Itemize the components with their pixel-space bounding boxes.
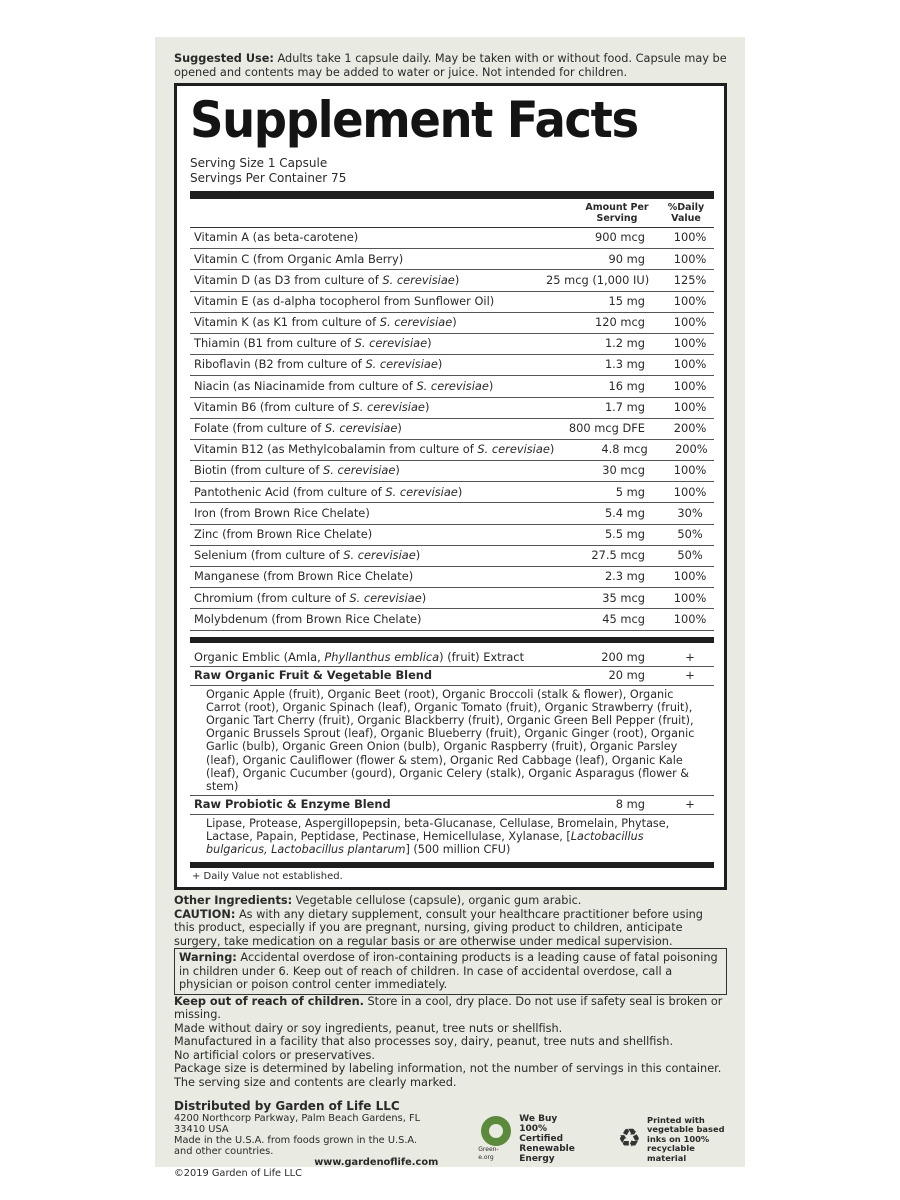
nutrient-dv: 100% (673, 315, 707, 330)
divider-thick (190, 191, 714, 199)
nutrient-dv: 100% (673, 378, 707, 393)
nutrient-amount: 5.4 mg (604, 505, 645, 520)
fruit-blend-amount: 20 mg (608, 668, 645, 683)
nutrient-name: Pantothenic Acid (from culture of S. cerevisiae) (194, 484, 463, 499)
nutrient-amount: 45 mcg (602, 611, 645, 626)
nutrient-name: Vitamin K (as K1 from culture of S. cerevisiae) (194, 315, 457, 330)
distributor-head: Distributed by Garden of Life LLC (174, 1099, 400, 1114)
package-note: Package size is determined by labeling information, not the number of servings in this container. The serving size and contents are clearly marked. (174, 1062, 722, 1089)
nutrient-name: Vitamin B6 (from culture of S. cerevisiae) (194, 399, 430, 414)
nutrient-name: Vitamin D (as D3 from culture of S. cerevisiae) (194, 272, 460, 287)
col-amount-header: Amount Per Serving (585, 202, 649, 224)
nutrient-dv: 200% (675, 442, 708, 457)
nutrient-amount: 25 mcg (1,000 IU) (546, 272, 650, 287)
green-e-org: Green-e.org (478, 1146, 499, 1162)
nutrient-row (190, 249, 714, 270)
nutrient-name: Molybdenum (from Brown Rice Chelate) (194, 611, 422, 626)
nutrient-name: Vitamin A (as beta-carotene) (194, 230, 359, 245)
nutrient-row (190, 609, 714, 630)
emblic-dv: + (685, 649, 695, 664)
nutrient-amount: 1.7 mg (604, 399, 645, 414)
nutrient-amount: 5 mg (615, 484, 645, 499)
probiotic-blend-name: Raw Probiotic & Enzyme Blend (194, 797, 391, 812)
nutrient-dv: 50% (677, 548, 703, 563)
nutrient-name: Iron (from Brown Rice Chelate) (194, 505, 370, 520)
nutrient-row (190, 292, 714, 313)
supplement-label-panel (155, 37, 745, 1180)
nutrient-dv: 100% (673, 590, 707, 605)
suggested-use-text: Adults take 1 capsule daily. May be taken with or without food. Capsule may be opened and contents may be added to water or juice. Not intended for children. (174, 52, 727, 79)
nutrient-row (190, 525, 714, 546)
nutrient-row (190, 228, 714, 249)
nutrient-table (190, 228, 714, 631)
nutrient-row (190, 567, 714, 588)
allergen-line-1: Made without dairy or soy ingredients, peanut, tree nuts or shellfish. (174, 1021, 563, 1035)
nutrient-name: Thiamin (B1 from culture of S. cerevisiae) (194, 336, 432, 351)
suggested-use (174, 52, 727, 79)
nutrient-dv: 100% (673, 230, 707, 245)
nutrient-row (190, 588, 714, 609)
serving-size: Serving Size 1 Capsule (190, 156, 328, 170)
divider-bottom (190, 862, 714, 868)
nutrient-amount: 800 mcg DFE (568, 421, 645, 436)
nutrient-amount: 1.3 mg (604, 357, 645, 372)
caution: CAUTION: As with any dietary supplement, consult your healthcare practitioner before using this product, especially if you are pregnant, nursing, giving product to children, anticipate surgery, take medication on a regular basis or are otherwise under medical supervision. (174, 907, 703, 948)
nutrient-name: Niacin (as Niacinamide from culture of S. cerevisiae) (194, 378, 494, 393)
fruit-blend-ingredients: Organic Apple (fruit), Organic Beet (root), Organic Broccoli (stalk & flower), Organic Carrot (root), Organic Spinach (leaf), Organic Tomato (fruit), Organic Strawberry (fruit), Organic Tart Cherry (fruit), Organic Blackberry (fruit), Organic Green Bell Pepper (fruit), Organic Brussels Sprout (leaf), Organic Blueberry (fruit), Organic Ginger (root), Organic Garlic (bulb), Organic Green Onion (bulb), Organic Raspberry (fruit), Organic Parsley (leaf), Organic Cauliflower (flower & stem), Organic Red Cabbage (leaf), Organic Kale (leaf), Organic Cucumber (gourd), Organic Celery (stalk), Organic Asparagus (flower & stem) (190, 686, 714, 797)
nutrient-dv: 125% (673, 272, 707, 287)
nutrient-dv: 100% (673, 357, 707, 372)
nutrient-dv: 100% (673, 611, 707, 626)
nutrient-name: Zinc (from Brown Rice Chelate) (194, 526, 373, 541)
dv-footnote: + Daily Value not established. (192, 871, 343, 883)
nutrient-amount: 120 mcg (595, 315, 645, 330)
facts-title: Supplement Facts (190, 91, 638, 149)
nutrient-dv: 30% (677, 505, 703, 520)
nutrient-name: Selenium (from culture of S. cerevisiae) (194, 548, 421, 563)
probiotic-blend-dv: + (685, 797, 695, 812)
emblic-amount: 200 mg (601, 649, 645, 664)
column-headers (190, 199, 714, 228)
recyclable-text: Printed with vegetable based inks on 100% recyclable material (647, 1114, 725, 1163)
nutrient-row (190, 376, 714, 397)
distributor-address: 4200 Northcorp Parkway, Palm Beach Gardens, FL 33410 USA (174, 1113, 421, 1136)
nutrient-dv: 100% (673, 484, 707, 499)
nutrient-name: Vitamin B12 (as Methylcobalamin from culture of S. cerevisiae) (194, 442, 555, 457)
nutrient-amount: 30 mcg (602, 463, 645, 478)
nutrient-name: Folate (from culture of S. cerevisiae) (194, 421, 402, 436)
suggested-use-label: Suggested Use: (174, 52, 274, 65)
nutrient-amount: 16 mg (608, 378, 645, 393)
nutrient-amount: 1.2 mg (604, 336, 645, 351)
supplement-facts-box (174, 83, 727, 890)
nutrient-amount: 27.5 mcg (591, 548, 645, 563)
distributor-info (174, 1099, 438, 1179)
allergen-line-3: No artificial colors or preservatives. (174, 1048, 375, 1062)
servings-per-container: Servings Per Container 75 (190, 170, 347, 185)
fruit-blend-dv: + (685, 668, 695, 683)
nutrient-amount: 2.3 mg (604, 569, 645, 584)
allergen-line-2: Manufactured in a facility that also processes soy, dairy, peanut, tree nuts and shellfish. (174, 1035, 674, 1049)
nutrient-name: Vitamin C (from Organic Amla Berry) (194, 251, 404, 266)
iron-warning: Warning: Accidental overdose of iron-containing products is a leading cause of fatal poisoning in children under 6. Keep out of reach of children. In case of accidental overdose, call a physician or poison control center immediately. (174, 948, 727, 995)
nutrient-amount: 5.5 mg (604, 526, 645, 541)
probiotic-blend-row (190, 796, 714, 815)
emblic-row (190, 649, 714, 668)
nutrient-dv: 100% (673, 293, 707, 308)
nutrient-name: Chromium (from culture of S. cerevisiae) (194, 590, 427, 605)
recyclable-badge (608, 1099, 727, 1179)
made-in: Made in the U.S.A. from foods grown in the U.S.A. and other countries. (174, 1135, 418, 1158)
website: www.gardenoflife.com (314, 1157, 439, 1169)
nutrient-dv: 100% (673, 399, 707, 414)
nutrient-name: Vitamin E (as d-alpha tocopherol from Sunflower Oil) (194, 293, 495, 308)
other-ingredients: Other Ingredients: Vegetable cellulose (capsule), organic gum arabic. (174, 894, 582, 908)
green-e-icon (481, 1116, 511, 1146)
nutrient-row (190, 546, 714, 567)
probiotic-blend-ingredients: Lipase, Protease, Aspergillopepsin, beta-Glucanase, Cellulase, Bromelain, Phytase, Lactase, Papain, Peptidase, Pectinase, Hemicellulase, Xylanase, [Lactobacillus bulgaricus, Lactobacillus plantarum] (500 million CFU) (206, 816, 670, 857)
nutrient-row (190, 461, 714, 482)
nutrient-row (190, 334, 714, 355)
nutrient-name: Biotin (from culture of S. cerevisiae) (194, 463, 400, 478)
divider-mid (190, 637, 714, 643)
fruit-blend-name: Raw Organic Fruit & Vegetable Blend (194, 668, 433, 683)
nutrient-row (190, 398, 714, 419)
nutrient-amount: 35 mcg (602, 590, 645, 605)
nutrient-row (190, 355, 714, 376)
nutrient-row (190, 482, 714, 503)
keep-out-of-reach: Keep out of reach of children. Store in a cool, dry place. Do not use if safety seal is broken or missing. (174, 994, 723, 1022)
nutrient-row (190, 419, 714, 440)
nutrient-row (190, 503, 714, 524)
emblic-name: Organic Emblic (Amla, Phyllanthus emblica) (fruit) Extract (194, 649, 525, 664)
nutrient-row (190, 270, 714, 291)
copyright: ©2019 Garden of Life LLC (174, 1168, 302, 1180)
nutrient-dv: 100% (673, 251, 707, 266)
nutrient-dv: 100% (673, 569, 707, 584)
nutrient-dv: 100% (673, 336, 707, 351)
nutrient-amount: 4.8 mcg (601, 442, 648, 457)
nutrient-dv: 50% (677, 526, 703, 541)
nutrient-dv: 100% (673, 463, 707, 478)
fruit-blend-row (190, 667, 714, 686)
nutrient-row (190, 440, 714, 461)
nutrient-name: Riboflavin (B2 from culture of S. cerevisiae) (194, 357, 443, 372)
renewable-energy-text: We Buy 100% Certified Renewable Energy (519, 1114, 575, 1165)
recycle-icon: ♻ (617, 1124, 641, 1155)
probiotic-blend-amount: 8 mg (615, 797, 645, 812)
nutrient-amount: 15 mg (608, 293, 645, 308)
distributor-section (174, 1099, 727, 1179)
nutrient-amount: 90 mg (608, 251, 645, 266)
nutrient-row (190, 313, 714, 334)
nutrient-dv: 200% (673, 421, 707, 436)
renewable-energy-badge (478, 1099, 587, 1179)
nutrient-name: Manganese (from Brown Rice Chelate) (194, 569, 414, 584)
nutrient-amount: 900 mcg (595, 230, 645, 245)
col-dv-header: %Daily Value (667, 202, 705, 224)
